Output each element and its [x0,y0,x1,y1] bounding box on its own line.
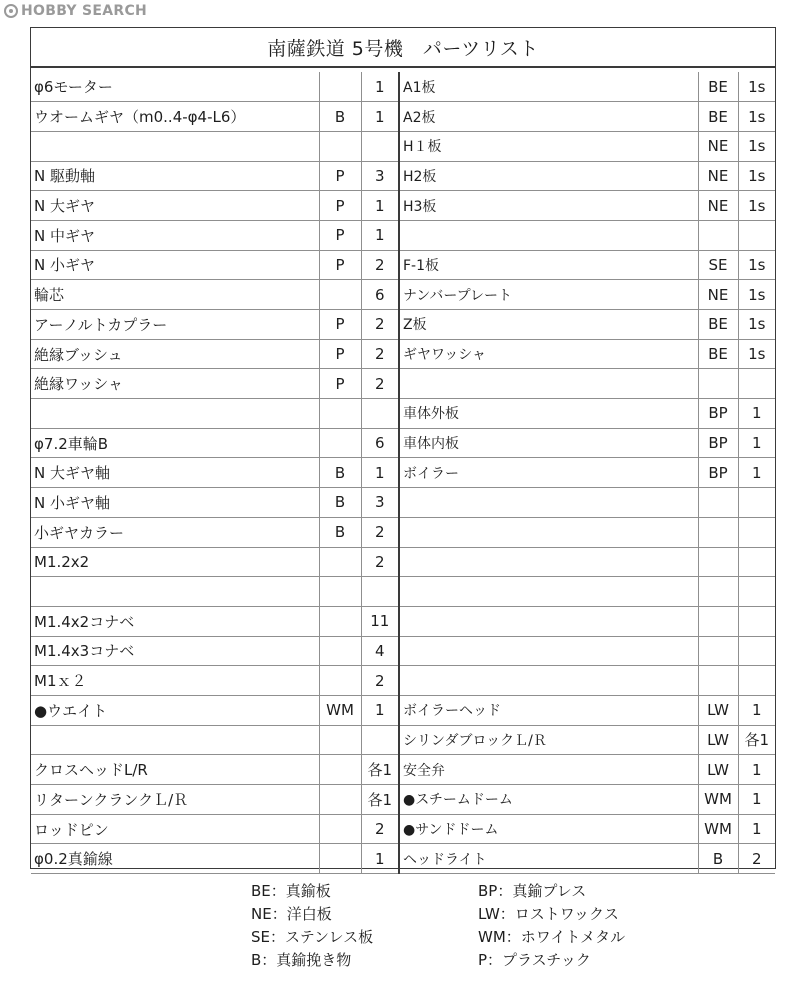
table-row [31,161,775,191]
part-quantity: 6 [361,280,399,310]
part-name: N 大ギヤ軸 [31,458,319,488]
part-name: M1.4x2コナベ [31,606,319,636]
part-material: BP [698,399,738,429]
legend-left [251,880,373,972]
part-name: ギヤワッシャ [399,339,698,369]
part-quantity: 3 [361,161,399,191]
part-material: NE [698,191,738,221]
part-material [698,220,738,250]
part-name: 車体内板 [399,428,698,458]
part-quantity [738,488,775,518]
legend-item: LW：ロストワックス [478,905,619,923]
part-quantity: 1 [738,399,775,429]
part-material [698,369,738,399]
page-title: 南薩鉄道 5号機 パーツリスト [31,28,775,68]
table-row [31,547,775,577]
part-name: ヘッドライト [399,844,698,874]
table-row [31,131,775,161]
part-quantity: 各1 [738,725,775,755]
part-material: NE [698,161,738,191]
part-name: ●サンドドーム [399,814,698,844]
part-quantity: 1 [361,695,399,725]
part-material: P [319,250,361,280]
part-material [698,488,738,518]
part-quantity: 1 [738,458,775,488]
part-name: N 小ギヤ軸 [31,488,319,518]
part-quantity: 1s [738,131,775,161]
part-quantity [361,131,399,161]
table-row [31,488,775,518]
part-quantity: 2 [361,310,399,340]
part-name: H１板 [399,131,698,161]
part-material [319,606,361,636]
table-row [31,606,775,636]
part-material: P [319,369,361,399]
part-name [399,517,698,547]
part-name: N 大ギヤ [31,191,319,221]
table-row [31,191,775,221]
table-row [31,814,775,844]
part-name: A1板 [399,72,698,102]
part-quantity [738,606,775,636]
part-quantity [738,547,775,577]
table-row [31,369,775,399]
part-material: P [319,310,361,340]
part-material [698,636,738,666]
part-name [399,220,698,250]
table-row [31,72,775,102]
part-quantity: 1s [738,161,775,191]
part-material [698,577,738,607]
part-quantity: 1s [738,250,775,280]
table-row [31,102,775,132]
table-row [31,250,775,280]
part-name: H3板 [399,191,698,221]
part-name: N 小ギヤ [31,250,319,280]
part-quantity: 1s [738,339,775,369]
part-quantity: 各1 [361,755,399,785]
table-row [31,339,775,369]
part-quantity: 1 [361,458,399,488]
part-material: LW [698,755,738,785]
part-quantity: 1 [738,785,775,815]
part-quantity: 1s [738,102,775,132]
brand-name: HOBBY SEARCH [21,3,148,19]
part-quantity: 2 [361,814,399,844]
legend-item: P：プラスチック [478,951,591,969]
part-quantity: 6 [361,428,399,458]
parts-table-body [31,72,775,874]
part-name [399,577,698,607]
part-material: SE [698,250,738,280]
part-material [319,72,361,102]
parts-table [31,72,775,874]
legend-item: B：真鍮挽き物 [251,951,352,969]
part-name [399,636,698,666]
part-quantity: 1 [738,814,775,844]
part-name: H2板 [399,161,698,191]
part-material: NE [698,280,738,310]
part-quantity [361,399,399,429]
part-quantity: 2 [738,844,775,874]
part-material: B [319,458,361,488]
part-material [319,577,361,607]
part-quantity: 1s [738,72,775,102]
part-material [319,814,361,844]
part-name: N 駆動軸 [31,161,319,191]
part-name: ウオームギヤ（m0..4-φ4-L6） [31,102,319,132]
part-material: B [319,102,361,132]
part-quantity [361,577,399,607]
part-material: P [319,161,361,191]
part-quantity [738,517,775,547]
part-material [319,666,361,696]
part-material [698,547,738,577]
part-quantity: 2 [361,666,399,696]
part-material: P [319,339,361,369]
part-quantity: 1 [361,72,399,102]
part-name: 絶縁ワッシャ [31,369,319,399]
part-quantity: 1 [361,102,399,132]
part-name: アーノルトカプラー [31,310,319,340]
part-material: B [319,488,361,518]
part-name: φ0.2真鍮線 [31,844,319,874]
part-material [319,428,361,458]
part-material: WM [319,695,361,725]
part-quantity: 1 [361,191,399,221]
part-quantity [738,369,775,399]
table-row [31,844,775,874]
table-row [31,666,775,696]
part-name: ナンバープレート [399,280,698,310]
part-material [319,131,361,161]
table-row [31,399,775,429]
part-name: N 中ギヤ [31,220,319,250]
part-material: BP [698,428,738,458]
part-quantity: 1 [361,844,399,874]
part-name: 安全弁 [399,755,698,785]
part-material [319,636,361,666]
part-material [319,725,361,755]
part-material [319,755,361,785]
table-row [31,695,775,725]
part-name [399,488,698,518]
part-quantity: 2 [361,517,399,547]
part-quantity [738,220,775,250]
part-name: ロッドピン [31,814,319,844]
part-material: P [319,220,361,250]
part-name: M1.4x3コナベ [31,636,319,666]
part-material: WM [698,814,738,844]
part-name: 絶縁ブッシュ [31,339,319,369]
part-name [399,369,698,399]
part-material [698,517,738,547]
legend-item: SE：ステンレス板 [251,928,374,946]
part-quantity [361,725,399,755]
part-name [399,547,698,577]
table-row [31,785,775,815]
part-material: BE [698,102,738,132]
part-quantity: 2 [361,339,399,369]
part-name: ●ウエイト [31,695,319,725]
legend-right [478,880,625,972]
table-row [31,280,775,310]
logo-icon [4,4,18,18]
part-material: B [319,517,361,547]
part-material: NE [698,131,738,161]
legend-item: BE：真鍮板 [251,882,331,900]
table-row [31,755,775,785]
part-name: 小ギヤカラー [31,517,319,547]
part-quantity: 2 [361,369,399,399]
part-name: M1ｘ２ [31,666,319,696]
part-material: BE [698,339,738,369]
part-quantity: 1 [738,695,775,725]
table-row [31,517,775,547]
part-material: BE [698,310,738,340]
table-row [31,428,775,458]
part-quantity: 2 [361,547,399,577]
part-material [319,399,361,429]
part-quantity: 1s [738,280,775,310]
part-quantity: 1s [738,191,775,221]
part-quantity: 1 [738,428,775,458]
part-quantity: 1s [738,310,775,340]
part-name: 輪芯 [31,280,319,310]
part-quantity [738,636,775,666]
part-name: 車体外板 [399,399,698,429]
table-row [31,725,775,755]
part-name: φ7.2車輪B [31,428,319,458]
part-name: ●スチームドーム [399,785,698,815]
part-name: ボイラー [399,458,698,488]
part-material: LW [698,725,738,755]
part-quantity: 各1 [361,785,399,815]
part-quantity [738,666,775,696]
part-material: B [698,844,738,874]
part-material: BE [698,72,738,102]
part-material: BP [698,458,738,488]
table-row [31,458,775,488]
part-name: φ6モーター [31,72,319,102]
table-row [31,220,775,250]
part-name [399,666,698,696]
part-name [31,131,319,161]
part-material [319,280,361,310]
legend-item: NE：洋白板 [251,905,332,923]
part-name: リターンクランクＬ/Ｒ [31,785,319,815]
part-quantity: 1 [738,755,775,785]
hobby-search-logo [4,3,147,19]
part-name [31,399,319,429]
part-name [31,725,319,755]
part-material: WM [698,785,738,815]
table-row [31,636,775,666]
part-name: F-1板 [399,250,698,280]
part-quantity: 2 [361,250,399,280]
legend-item: BP：真鍮プレス [478,882,587,900]
part-quantity: 3 [361,488,399,518]
part-name: クロスヘッドL/R [31,755,319,785]
part-name: Z板 [399,310,698,340]
part-material [698,666,738,696]
part-name: シリンダブロックＬ/Ｒ [399,725,698,755]
part-material: P [319,191,361,221]
part-material [319,547,361,577]
part-material [698,606,738,636]
part-material [319,844,361,874]
part-name [399,606,698,636]
part-quantity: 1 [361,220,399,250]
part-quantity: 11 [361,606,399,636]
table-row [31,310,775,340]
part-name: M1.2x2 [31,547,319,577]
part-name: ボイラーヘッド [399,695,698,725]
legend-item: WM：ホワイトメタル [478,928,626,946]
parts-list-sheet [30,27,776,869]
part-quantity: 4 [361,636,399,666]
part-name [31,577,319,607]
part-name: A2板 [399,102,698,132]
part-material: LW [698,695,738,725]
part-material [319,785,361,815]
table-row [31,577,775,607]
part-quantity [738,577,775,607]
